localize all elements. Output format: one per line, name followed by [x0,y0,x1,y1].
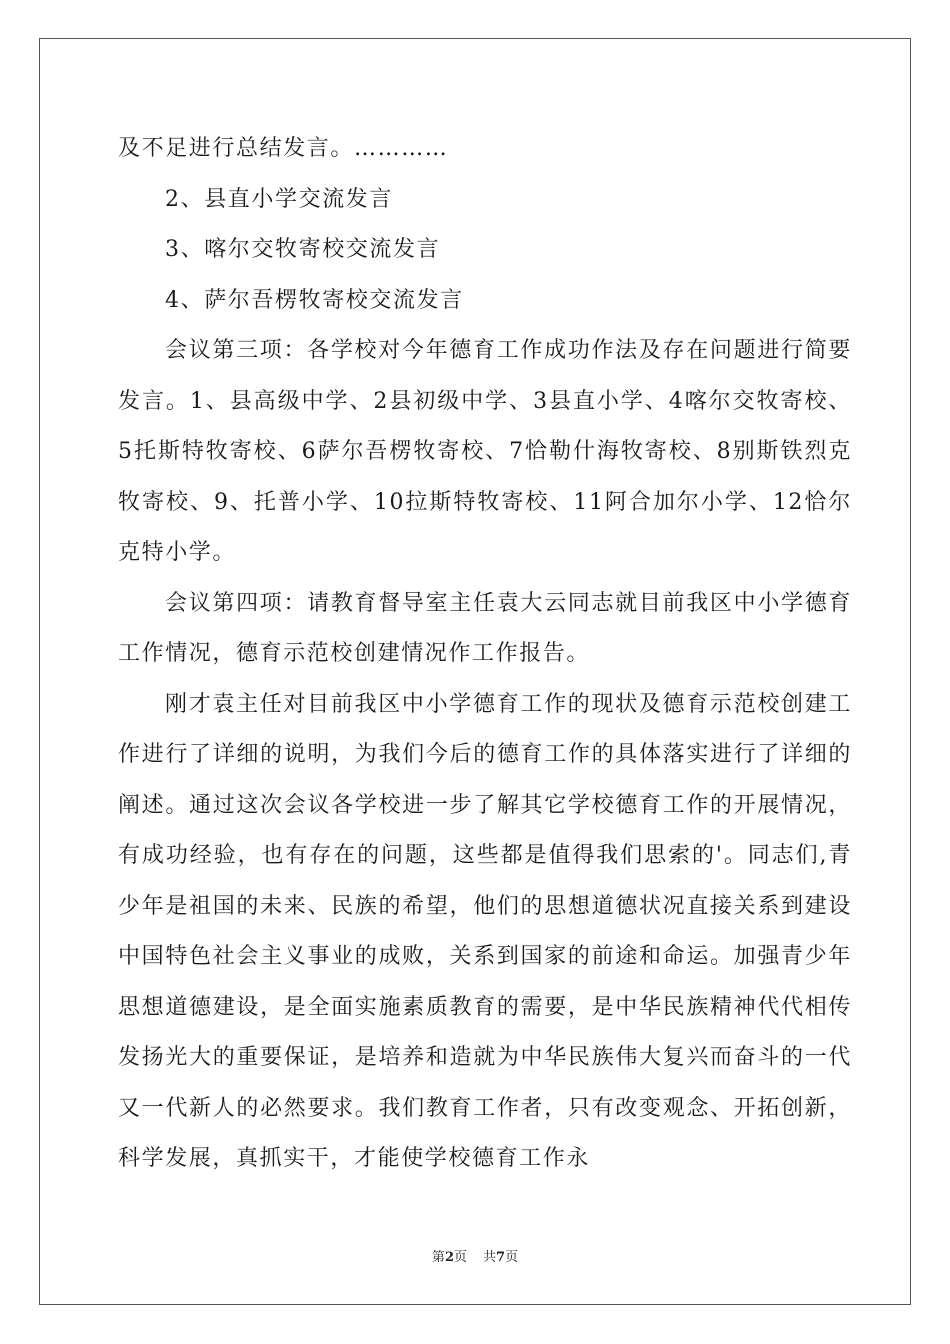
paragraph-item-4: 4、萨尔吾楞牧寄校交流发言 [165,287,464,313]
page-suffix: 页 [453,1250,467,1265]
paragraph-agenda-4: 会议第四项：请教育督导室主任袁大云同志就目前我区中小学德育工作情况，德育示范校创建情况作工作报告。 [118,590,852,666]
total-pages: 7 [496,1250,506,1265]
paragraph-closing-remarks: 刚才袁主任对目前我区中小学德育工作的现状及德育示范校创建工作进行了详细的说明，为我们今后的德育工作的具体落实进行了详细的阐述。通过这次会议各学校进一步了解其它学校德育工作的开展情况，有成功经验，也有存在的问题，这些都是值得我们思索的'。同志们,青少年是祖国的未来、民族的希望，他们的思想道德状况直接关系到建设中国特色社会主义事业的成败，关系到国家的前途和命运。加强青少年思想道德建设，是全面实施素质教育的需要，是中华民族精神代代相传发扬光大的重要保证，是培养和造就为中华民族伟大复兴而奋斗的一代又一代新人的必然要求。我们教育工作者，只有改变观念、开拓创新，科学发展，真抓实干，才能使学校德育工作永 [118,691,852,1171]
total-prefix: 共 [483,1250,497,1265]
paragraph-summary-tail: 及不足进行总结发言。………… [118,136,449,161]
paragraph-item-2: 2、县直小学交流发言 [165,186,393,212]
paragraph-agenda-3: 会议第三项：各学校对今年德育工作成功作法及存在问题进行简要发言。1、县高级中学、2县初级中学、3县直小学、4喀尔交牧寄校、5托斯特牧寄校、6萨尔吾楞牧寄校、7恰勒什海牧寄校、8别斯铁烈克牧寄校、9、托普小学、10拉斯特牧寄校、11阿合加尔小学、12恰尔克特小学。 [118,338,852,565]
page-prefix: 第 [431,1250,445,1265]
document-body [118,124,852,1185]
page-footer [0,1246,950,1265]
total-suffix: 页 [505,1250,519,1265]
paragraph-item-3: 3、喀尔交牧寄校交流发言 [165,237,441,262]
page-number: 2 [444,1250,454,1265]
